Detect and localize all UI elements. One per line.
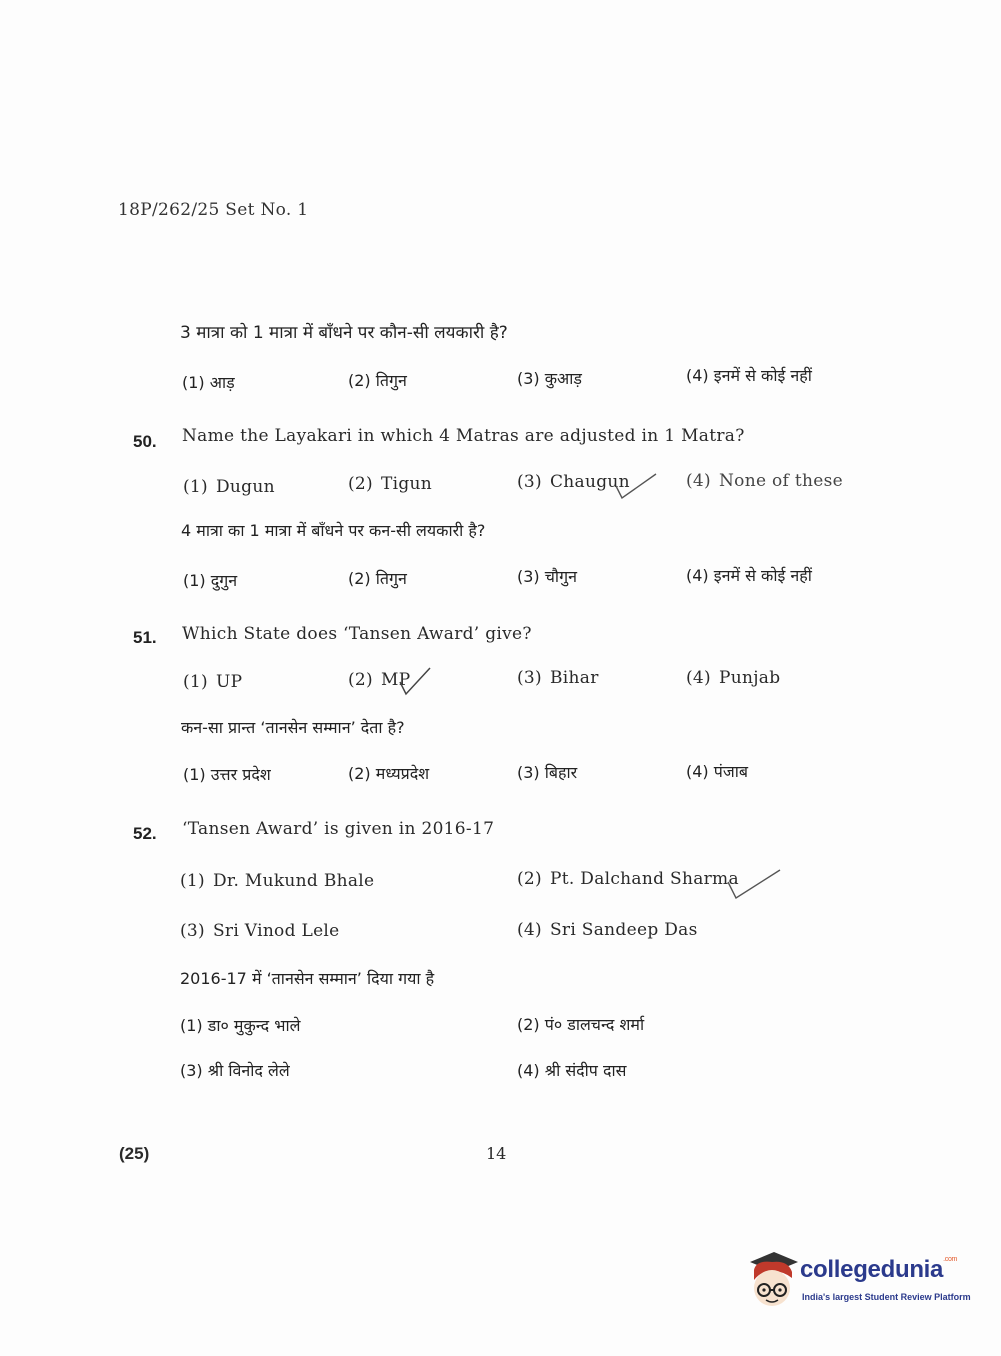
tick-mark-icon (722, 864, 786, 904)
q50-option-4: (4) None of these (686, 471, 843, 491)
q52-number: 52. (133, 824, 157, 843)
q49-hindi-option-1: (1) आड़ (182, 373, 235, 392)
q51-hindi-option-3: (3) बिहार (517, 763, 578, 782)
q51-hindi-option-2: (2) मध्यप्रदेश (348, 764, 430, 783)
q52-option-2: (2) Pt. Dalchand Sharma (517, 869, 739, 889)
q49-hindi-option-3: (3) कुआड़ (517, 369, 582, 388)
q51-hindi-question: कन-सा प्रान्त ‘तानसेन सम्मान’ देता है? (181, 718, 405, 737)
q50-hindi-option-3: (3) चौगुन (517, 567, 577, 586)
q52-question: ‘Tansen Award’ is given in 2016-17 (182, 819, 495, 839)
q52-option-4: (4) Sri Sandeep Das (517, 920, 698, 940)
tick-mark-icon (612, 470, 662, 502)
q52-hindi-option-3: (3) श्री विनोद लेले (180, 1061, 290, 1080)
q52-hindi-option-2: (2) पं० डालचन्द शर्मा (517, 1015, 645, 1034)
q49-hindi-question: 3 मात्रा को 1 मात्रा में बाँधने पर कौन-सी लयकारी है? (180, 323, 508, 343)
mascot-icon (742, 1248, 800, 1314)
q51-question: Which State does ‘Tansen Award’ give? (182, 624, 532, 644)
q51-option-2: (2) MP (348, 670, 411, 690)
q51-hindi-option-1: (1) उत्तर प्रदेश (183, 765, 271, 784)
q51-hindi-option-4: (4) पंजाब (686, 762, 749, 781)
q50-option-1: (1) Dugun (183, 477, 275, 497)
q52-option-3: (3) Sri Vinod Lele (180, 921, 340, 941)
q51-option-3: (3) Bihar (517, 668, 599, 688)
page-number: 14 (486, 1144, 507, 1163)
q50-hindi-option-4: (4) इनमें से कोई नहीं (686, 566, 812, 585)
q51-number: 51. (133, 628, 157, 647)
q49-hindi-option-2: (2) तिगुन (348, 371, 407, 390)
q50-hindi-question: 4 मात्रा का 1 मात्रा में बाँधने पर कन-सी लयकारी है? (181, 521, 486, 540)
q52-hindi-option-4: (4) श्री संदीप दास (517, 1061, 627, 1080)
collegedunia-logo (742, 1248, 972, 1320)
q51-option-1: (1) UP (183, 672, 243, 692)
q50-option-2: (2) Tigun (348, 474, 433, 494)
q50-option-3: (3) Chaugun (517, 472, 630, 492)
q50-question: Name the Layakari in which 4 Matras are adjusted in 1 Matra? (182, 426, 745, 446)
logo-wordmark: collegedunia$^{.com}$ (800, 1256, 958, 1283)
footer-set-code: (25) (119, 1144, 150, 1163)
q50-hindi-option-2: (2) तिगुन (348, 569, 407, 588)
q50-hindi-option-1: (1) दुगुन (183, 571, 238, 590)
q49-hindi-option-4: (4) इनमें से कोई नहीं (686, 366, 812, 385)
q52-hindi-question: 2016-17 में ‘तानसेन सम्मान’ दिया गया है (180, 969, 435, 988)
tick-mark-icon (396, 664, 436, 698)
paper-code: 18P/262/25 Set No. 1 (118, 200, 309, 220)
q50-number: 50. (133, 432, 157, 451)
logo-tagline: India's largest Student Review Platform (802, 1292, 971, 1302)
q51-option-4: (4) Punjab (686, 668, 781, 688)
q52-option-1: (1) Dr. Mukund Bhale (180, 871, 375, 891)
q52-hindi-option-1: (1) डा० मुकुन्द भाले (180, 1016, 301, 1035)
